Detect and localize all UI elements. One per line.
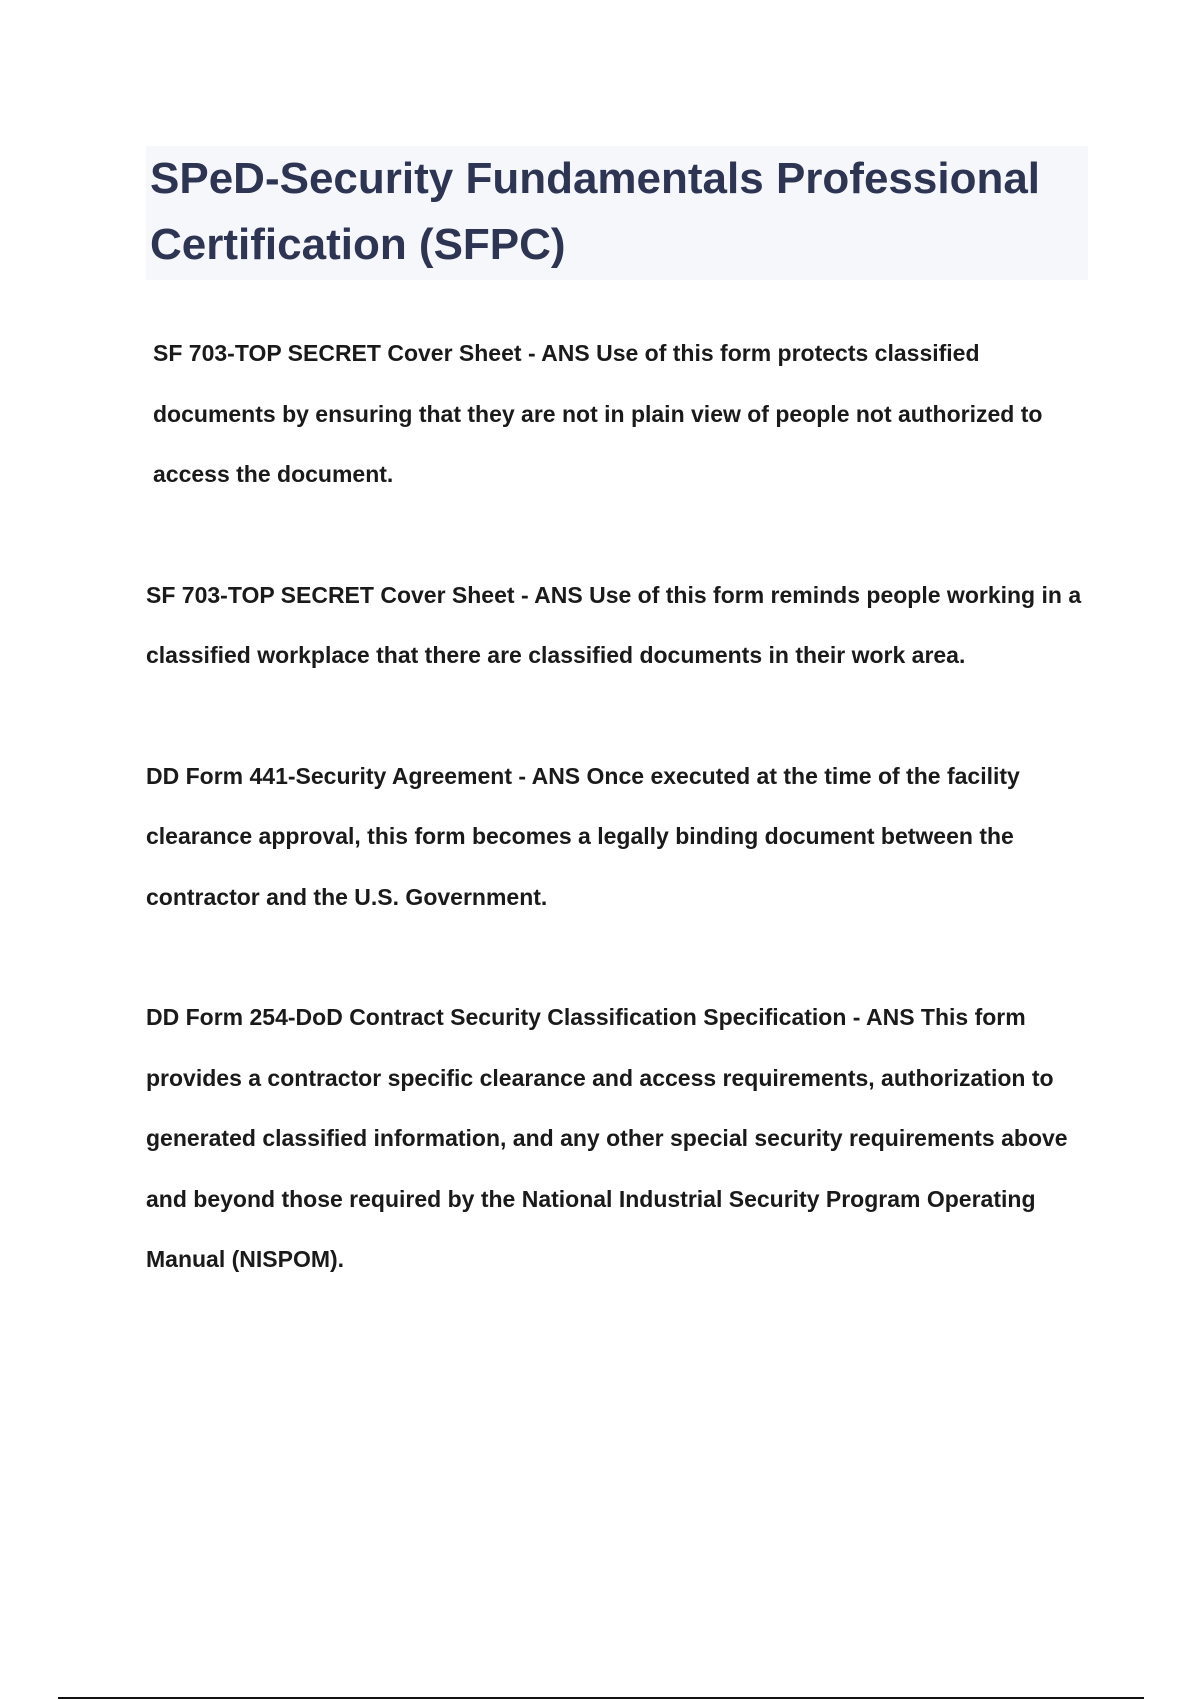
qa-entry — [146, 746, 1086, 928]
qa-answer: ANS Once executed at the time of the facility clearance approval, this form becomes a legally binding document between the contractor and the U.S. Government. — [146, 762, 1020, 910]
qa-entry — [146, 565, 1086, 686]
page-title: SPeD-Security Fundamentals Professional Certification (SFPC) — [150, 154, 1041, 269]
qa-question: SF 703-TOP SECRET Cover Sheet - — [146, 581, 535, 608]
qa-answer: ANS Use of this form protects classified documents by ensuring that they are not in plain view of people not authorized to access the document. — [153, 340, 1043, 487]
page-bottom-rule — [58, 1697, 1144, 1699]
qa-question: SF 703-TOP SECRET Cover Sheet - — [153, 340, 542, 366]
qa-list — [146, 323, 1086, 1350]
title-block — [146, 146, 1088, 280]
qa-entry — [146, 323, 1086, 505]
qa-question: DD Form 254-DoD Contract Security Classification Specification - — [146, 1004, 866, 1030]
qa-answer: ANS This form provides a contractor specific clearance and access requirements, authorization to generated classified information, and any other special security requirements above and beyond those required by the National Industrial Security Program Operating Manual (NISPOM). — [146, 1004, 1068, 1272]
qa-entry — [146, 987, 1086, 1290]
qa-answer: ANS Use of this form reminds people working in a classified workplace that there are classified documents in their work area. — [146, 581, 1082, 668]
qa-question: DD Form 441-Security Agreement - — [146, 762, 532, 789]
